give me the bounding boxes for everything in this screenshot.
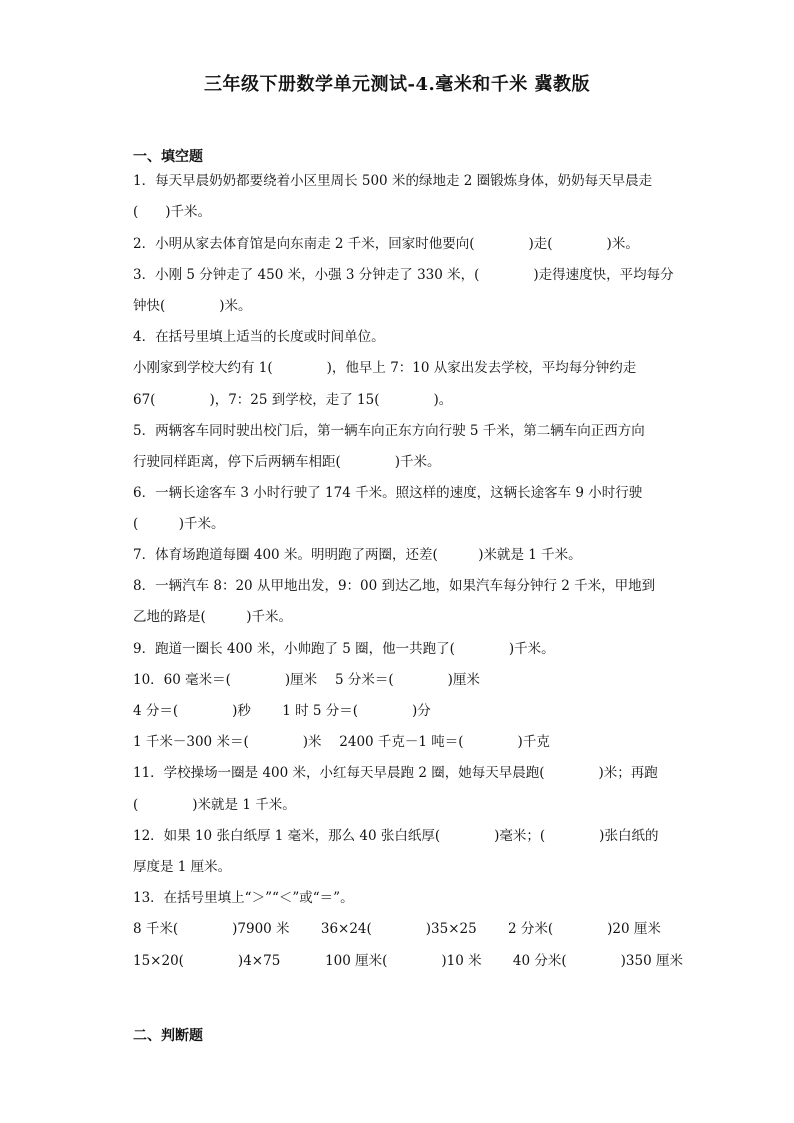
question-line: 7．体育场跑道每圈 400 米。明明跑了两圈，还差( )米就是 1 千米。 bbox=[133, 547, 582, 563]
question-line: 钟快( )米。 bbox=[133, 298, 252, 314]
question-line: 13．在括号里填上“＞”“＜”或“＝”。 bbox=[133, 890, 354, 906]
page-title: 三年级下册数学单元测试-4.毫米和千米 冀教版 bbox=[203, 74, 591, 95]
question-line: 9．跑道一圈长 400 米，小帅跑了 5 圈，他一共跑了( )千米。 bbox=[133, 641, 555, 657]
question-line: 1 千米－300 米＝( )米 2400 千克－1 吨＝( )千克 bbox=[133, 734, 550, 750]
question-line: 厚度是 1 厘米。 bbox=[133, 859, 232, 875]
question-line: ( )米就是 1 千米。 bbox=[133, 797, 296, 813]
question-line: 小刚家到学校大约有 1( )，他早上 7：10 从家出发去学校，平均每分钟约走 bbox=[133, 360, 637, 376]
question-line: 行驶同样距离，停下后两辆车相距( )千米。 bbox=[133, 454, 441, 470]
question-line: 3．小刚 5 分钟走了 450 米，小强 3 分钟走了 330 米，( )走得速度快，平均每分 bbox=[133, 267, 674, 283]
question-line: ( )千米。 bbox=[133, 516, 225, 532]
question-line: 12．如果 10 张白纸厚 1 毫米，那么 40 张白纸厚( )毫米；( )张白纸的 bbox=[133, 828, 659, 844]
question-line: 15×20( )4×75 100 厘米( )10 米 40 分米( )350 厘米 bbox=[133, 953, 683, 969]
question-line: 4．在括号里填上适当的长度或时间单位。 bbox=[133, 329, 385, 345]
section-heading-true-false: 二、判断题 bbox=[133, 1028, 203, 1044]
question-line: 10．60 毫米＝( )厘米 5 分米＝( )厘米 bbox=[133, 672, 480, 688]
question-line: 乙地的路是( )千米。 bbox=[133, 609, 293, 625]
question-line: 67( )，7：25 到学校，走了 15( )。 bbox=[133, 392, 453, 408]
question-line: 8 千米( )7900 米 36×24( )35×25 2 分米( )20 厘米 bbox=[133, 921, 661, 937]
section-heading-fill-in: 一、填空题 bbox=[133, 149, 203, 165]
question-line: 2．小明从家去体育馆是向东南走 2 千米，回家时他要向( )走( )米。 bbox=[133, 236, 639, 252]
question-line: ( )千米。 bbox=[133, 204, 212, 220]
question-line: 4 分＝( )秒 1 时 5 分＝( )分 bbox=[133, 703, 431, 719]
question-line: 8．一辆汽车 8：20 从甲地出发，9：00 到达乙地，如果汽车每分钟行 2 千米，甲地到 bbox=[133, 578, 656, 594]
question-line: 11．学校操场一圈是 400 米，小红每天早晨跑 2 圈，她每天早晨跑( )米；再跑 bbox=[133, 765, 658, 781]
question-line: 1．每天早晨奶奶都要绕着小区里周长 500 米的绿地走 2 圈锻炼身体，奶奶每天早晨走 bbox=[133, 173, 653, 189]
question-line: 6．一辆长途客车 3 小时行驶了 174 千米。照这样的速度，这辆长途客车 9 小时行驶 bbox=[133, 485, 643, 501]
question-line: 5．两辆客车同时驶出校门后，第一辆车向正东方向行驶 5 千米，第二辆车向正西方向 bbox=[133, 423, 645, 439]
